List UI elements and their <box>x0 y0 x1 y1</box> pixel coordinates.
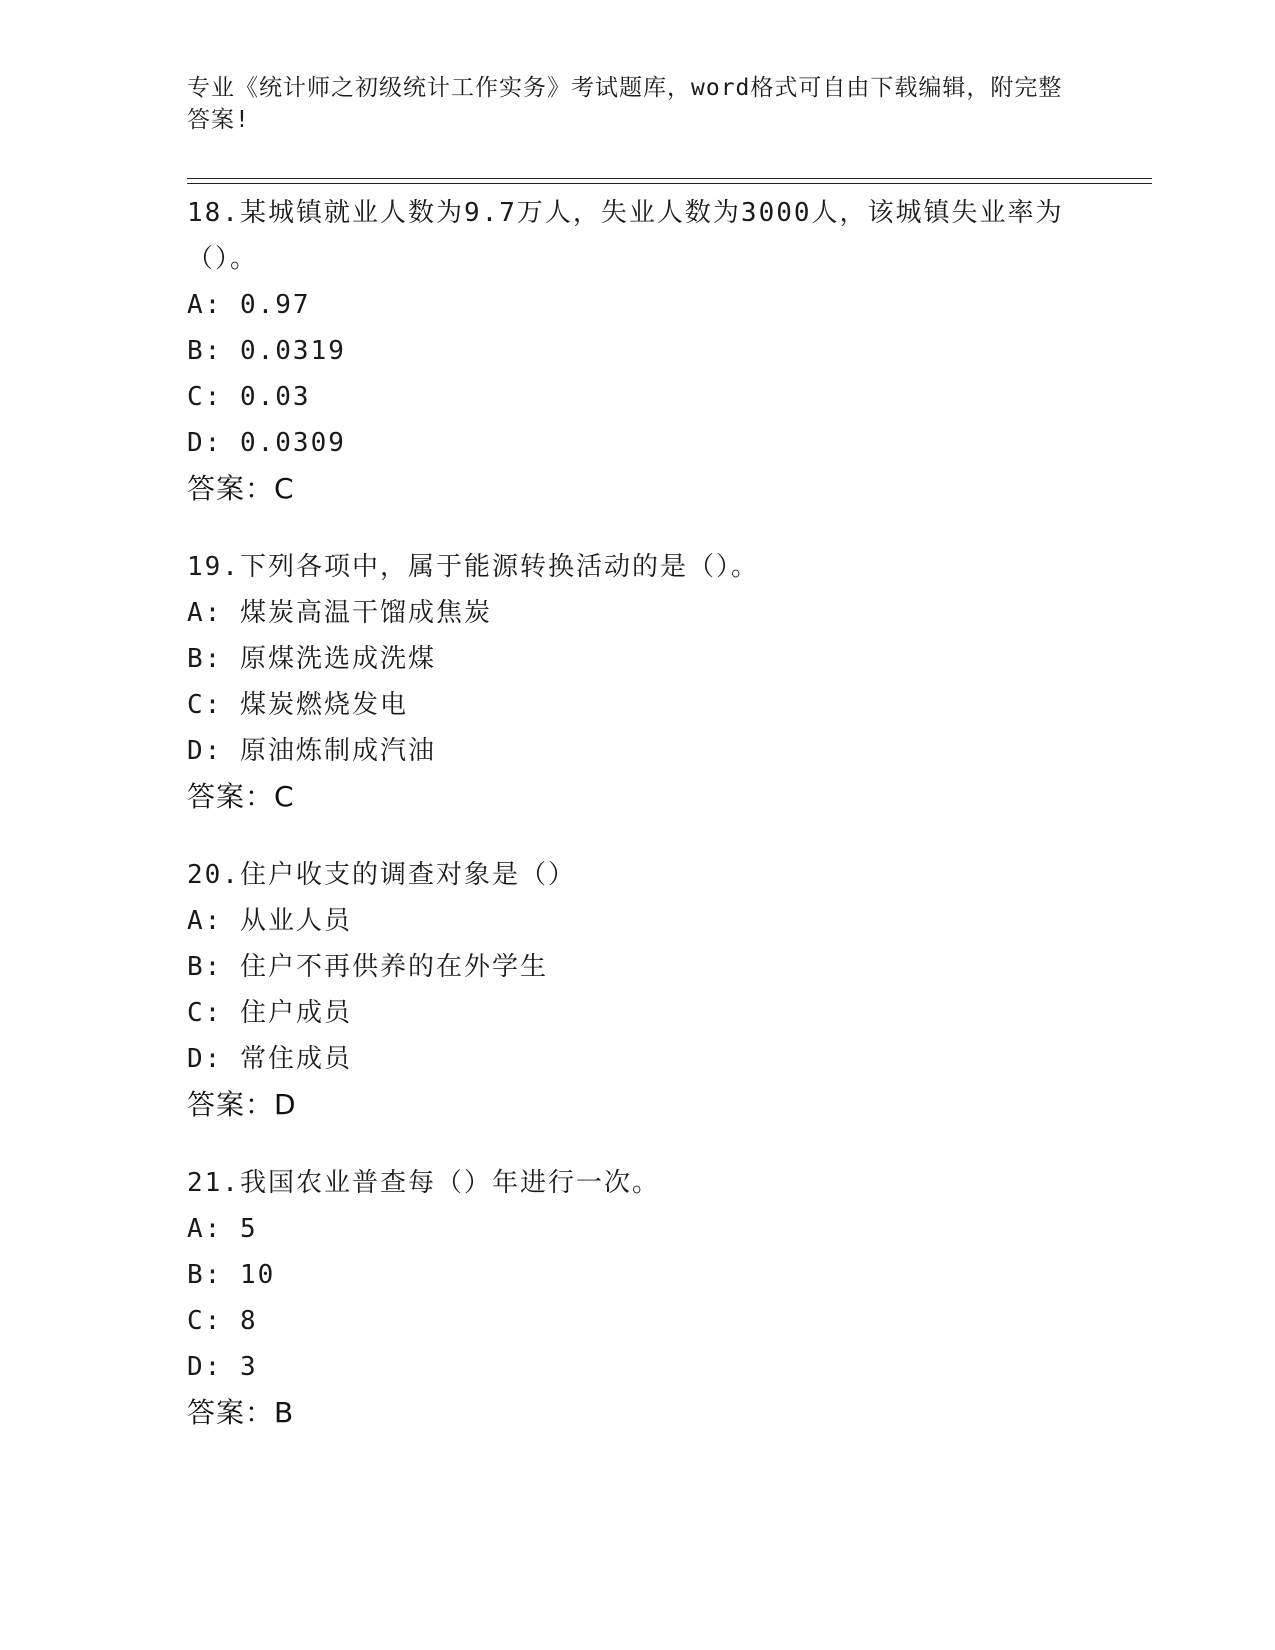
question-stem: 20.住户收支的调查对象是（） <box>187 860 576 890</box>
answer-text: 答案：C <box>187 780 295 813</box>
option-a: A: 5 <box>187 1214 258 1244</box>
header-rule-top <box>187 178 1152 179</box>
option-a: A: 0.97 <box>187 290 311 320</box>
question-stem: 18.某城镇就业人数为9.7万人，失业人数为3000人，该城镇失业率为（）。 <box>187 198 1064 274</box>
option-d: D: 3 <box>187 1352 258 1382</box>
option-d: D: 0.0309 <box>187 428 346 458</box>
option-a: A: 从业人员 <box>187 906 352 936</box>
question-stem: 19.下列各项中，属于能源转换活动的是（）。 <box>187 552 759 582</box>
option-c: C: 煤炭燃烧发电 <box>187 690 408 720</box>
question-stem: 21.我国农业普查每（）年进行一次。 <box>187 1168 660 1198</box>
question-item <box>187 190 1087 512</box>
option-c: C: 0.03 <box>187 382 311 412</box>
option-b: B: 原煤洗选成洗煤 <box>187 644 436 674</box>
option-c: C: 8 <box>187 1306 258 1336</box>
option-d: D: 原油炼制成汽油 <box>187 736 436 766</box>
option-d: D: 常住成员 <box>187 1044 352 1074</box>
question-item <box>187 852 1087 1128</box>
question-item <box>187 1160 1087 1436</box>
option-a: A: 煤炭高温干馏成焦炭 <box>187 598 492 628</box>
option-b: B: 住户不再供养的在外学生 <box>187 952 548 982</box>
document-header: 专业《统计师之初级统计工作实务》考试题库，word格式可自由下载编辑，附完整答案! <box>187 75 1063 133</box>
option-b: B: 10 <box>187 1260 276 1290</box>
option-b: B: 0.0319 <box>187 336 346 366</box>
question-item <box>187 544 1087 820</box>
option-c: C: 住户成员 <box>187 998 352 1028</box>
answer-text: 答案：B <box>187 1396 295 1429</box>
answer-text: 答案：C <box>187 472 295 505</box>
question-list <box>187 190 1087 1468</box>
answer-text: 答案：D <box>187 1088 297 1121</box>
header-rule-bottom <box>187 183 1152 184</box>
